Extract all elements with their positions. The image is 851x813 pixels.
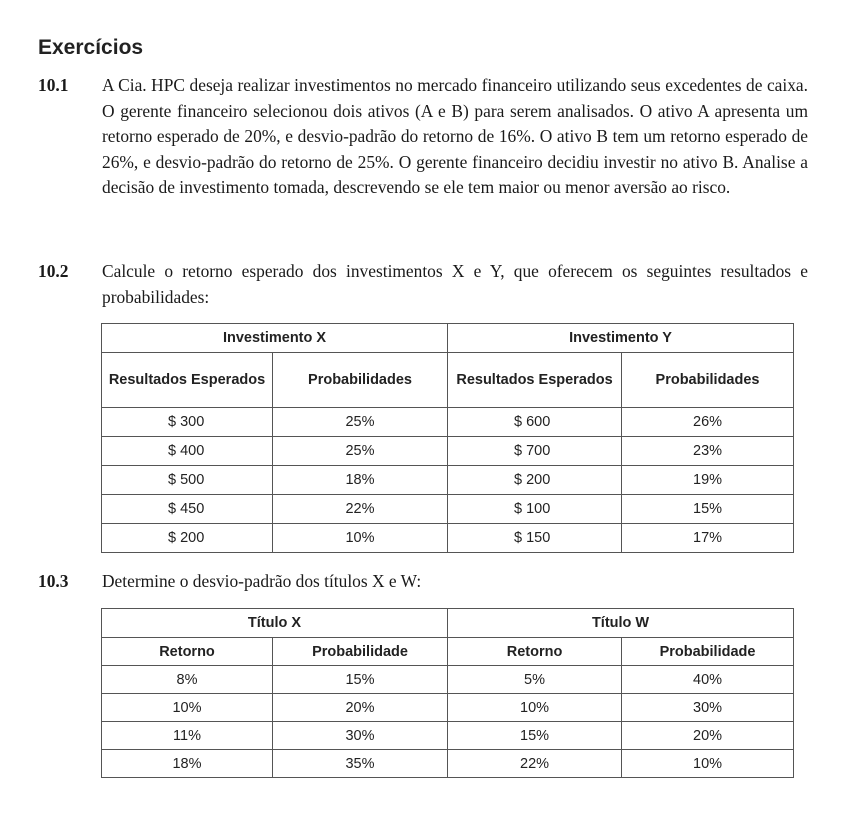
table-cell: 25% [273, 408, 448, 437]
table-cell: 30% [622, 694, 794, 722]
table-cell: 20% [273, 694, 448, 722]
column-header-results: Resultados Esperados [102, 353, 273, 408]
table-row [102, 722, 794, 750]
table-cell: $ 700 [448, 437, 622, 466]
column-header-results: Resultados Esperados [448, 353, 622, 408]
group-header-investment-y: Investimento Y [448, 324, 794, 353]
table-cell: $ 600 [448, 408, 622, 437]
table-cell: 17% [622, 524, 794, 553]
table-row [102, 750, 794, 778]
table-cell: 11% [102, 722, 273, 750]
table-row [102, 495, 794, 524]
table-cell: 19% [622, 466, 794, 495]
table-cell: 10% [273, 524, 448, 553]
exercise-number: 10.2 [38, 261, 69, 281]
exercise-10-2 [38, 259, 808, 310]
exercise-text: Determine o desvio-padrão dos títulos X e W: [102, 571, 422, 591]
table-cell: 23% [622, 437, 794, 466]
table-cell: 10% [448, 694, 622, 722]
table-cell: $ 500 [102, 466, 273, 495]
column-header-probability: Probabilidade [622, 638, 794, 666]
group-header-titulo-w: Título W [448, 609, 794, 638]
exercise-10-3 [38, 569, 808, 595]
table-cell: 5% [448, 666, 622, 694]
table-row [102, 408, 794, 437]
exercise-10-1 [38, 73, 808, 201]
group-header-titulo-x: Título X [102, 609, 448, 638]
table-row [102, 466, 794, 495]
table-row [102, 666, 794, 694]
table-cell: 15% [273, 666, 448, 694]
group-header-investment-x: Investimento X [102, 324, 448, 353]
table-cell: 20% [622, 722, 794, 750]
column-header-probabilities: Probabilidades [273, 353, 448, 408]
table-cell: 40% [622, 666, 794, 694]
table-cell: $ 200 [102, 524, 273, 553]
table-cell: 35% [273, 750, 448, 778]
column-header-probability: Probabilidade [273, 638, 448, 666]
table-cell: 18% [102, 750, 273, 778]
table-cell: 30% [273, 722, 448, 750]
exercise-text: A Cia. HPC deseja realizar investimentos no mercado financeiro utilizando seus excedentes de caixa. O gerente financeiro selecionou dois ativos (A e B) para serem analisados. O ativo A apresenta um retorno esperado de 20%, e desvio-padrão do retorno de 16%. O ativo B tem um retorno esperado de 26%, e desvio-padrão do retorno de 25%. O gerente financeiro decidiu investir no ativo B. Analise a decisão de investimento tomada, descrevendo se ele tem maior ou menor aversão ao risco. [102, 75, 808, 197]
table-cell: 25% [273, 437, 448, 466]
table-cell: 26% [622, 408, 794, 437]
table-cell: 10% [102, 694, 273, 722]
section-heading: Exercícios [38, 36, 144, 59]
table-cell: 15% [448, 722, 622, 750]
investment-table [101, 323, 794, 553]
table-cell: $ 300 [102, 408, 273, 437]
column-header-probabilities: Probabilidades [622, 353, 794, 408]
table-cell: 22% [448, 750, 622, 778]
table-cell: $ 450 [102, 495, 273, 524]
table-row [102, 437, 794, 466]
table-cell: 22% [273, 495, 448, 524]
table-cell: $ 200 [448, 466, 622, 495]
table-cell: $ 150 [448, 524, 622, 553]
exercise-text: Calcule o retorno esperado dos investimentos X e Y, que oferecem os seguintes resultados e probabilidades: [102, 261, 808, 307]
table-row [102, 524, 794, 553]
table-cell: 15% [622, 495, 794, 524]
exercise-number: 10.1 [38, 75, 69, 95]
column-header-return: Retorno [102, 638, 273, 666]
table-cell: 8% [102, 666, 273, 694]
securities-table [101, 608, 794, 778]
exercise-number: 10.3 [38, 571, 69, 591]
column-header-return: Retorno [448, 638, 622, 666]
table-row [102, 694, 794, 722]
table-cell: $ 100 [448, 495, 622, 524]
table-cell: $ 400 [102, 437, 273, 466]
table-cell: 10% [622, 750, 794, 778]
table-cell: 18% [273, 466, 448, 495]
